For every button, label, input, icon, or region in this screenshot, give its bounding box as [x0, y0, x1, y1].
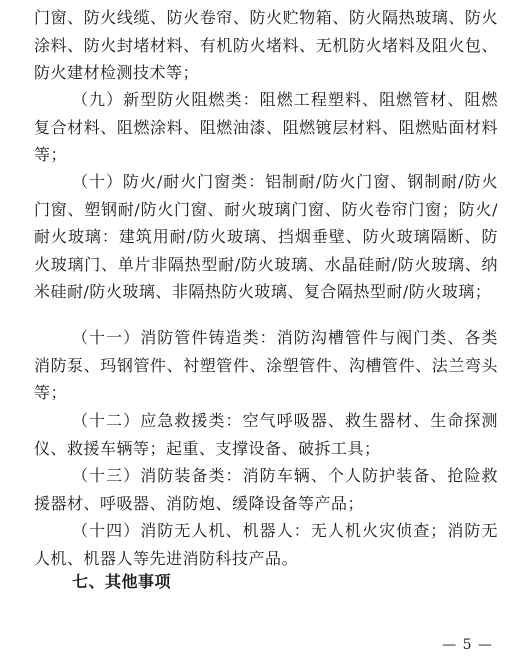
paragraph-item-11-pipe-fittings: （十一）消防管件铸造类：消防沟槽管件与阀门类、各类消防泵、玛钢管件、衬塑管件、涂塑管件、沟槽管件、法兰弯头等；: [34, 328, 498, 403]
paragraph-item-10-fire-doors-windows: （十）防火/耐火门窗类：铝制耐/防火门窗、钢制耐/防火门窗、塑钢耐/防火门窗、耐火玻璃门窗、防火卷帘门窗；防火/耐火玻璃：建筑用耐/防火玻璃、挡烟垂壁、防火玻璃隔断、防火玻璃门、单片非隔热型耐/防火玻璃、水晶硅耐/防火玻璃、纳米硅耐/防火玻璃、非隔热防火玻璃、复合隔热型耐/防火玻璃；: [34, 172, 498, 302]
paragraph-item-12-emergency-rescue: （十二）应急救援类：空气呼吸器、救生器材、生命探测仪、救援车辆等；起重、支撑设备、破拆工具；: [34, 411, 498, 458]
page-number: — 5 —: [442, 637, 493, 653]
paragraph-item-14-drones-robots: （十四）消防无人机、机器人：无人机火灾侦查；消防无人机、机器人等先进消防科技产品。: [34, 521, 498, 568]
section-heading-other-matters: 七、其他事项: [72, 572, 172, 591]
paragraph-item-13-fire-equipment: （十三）消防装备类：消防车辆、个人防护装备、抢险救援器材、呼吸器、消防炮、缓降设备等产品；: [34, 466, 498, 513]
paragraph-fire-products-continued: 门窗、防火线缆、防火卷帘、防火贮物箱、防火隔热玻璃、防火涂料、防火封堵材料、有机防火堵料、无机防火堵料及阻火包、防火建材检测技术等；: [34, 8, 498, 83]
paragraph-item-9-flame-retardant: （九）新型防火阻燃类：阻燃工程塑料、阻燃管材、阻燃复合材料、阻燃涂料、阻燃油漆、阻燃镀层材料、阻燃贴面材料等；: [34, 90, 498, 165]
